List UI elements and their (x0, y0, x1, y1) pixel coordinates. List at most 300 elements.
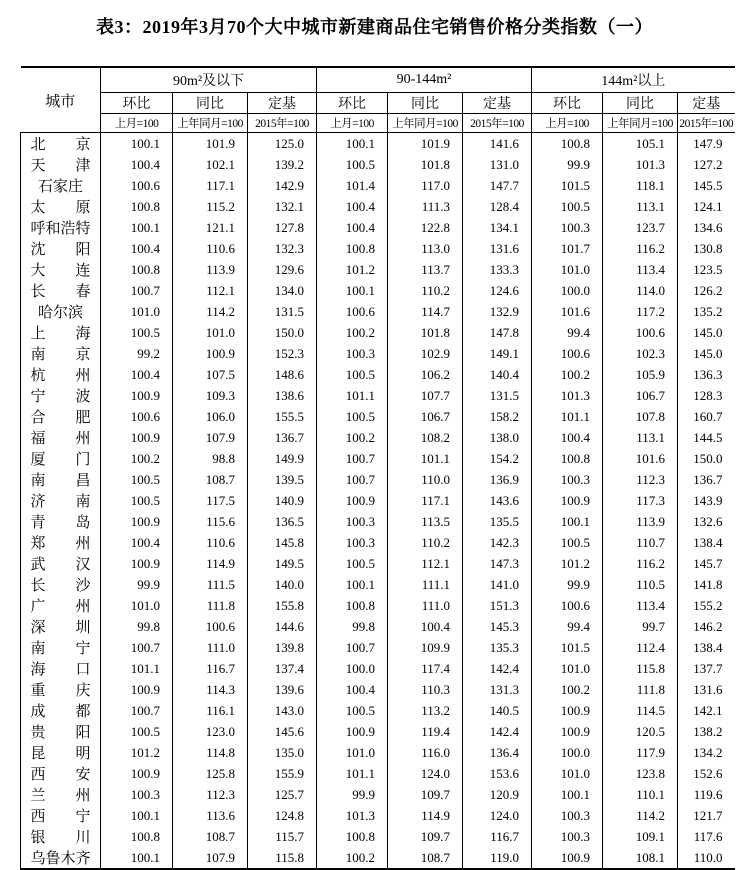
value-cell: 101.3 (603, 154, 678, 175)
city-cell (21, 175, 101, 196)
value-cell: 114.5 (603, 700, 678, 721)
value-cell: 101.0 (317, 742, 388, 763)
value-cell: 101.8 (388, 322, 463, 343)
value-cell: 110.7 (603, 532, 678, 553)
value-cell: 101.0 (532, 763, 603, 784)
value-cell: 100.6 (101, 175, 173, 196)
value-cell: 131.5 (463, 385, 532, 406)
city-name: 大 连 (30, 263, 91, 279)
value-cell: 113.9 (603, 511, 678, 532)
city-cell (21, 385, 101, 406)
table-row (21, 175, 735, 196)
value-cell: 110.6 (173, 532, 248, 553)
value-cell: 121.7 (678, 805, 735, 826)
value-cell: 127.8 (248, 217, 317, 238)
value-cell: 138.6 (248, 385, 317, 406)
table-row (21, 742, 735, 763)
value-cell: 109.7 (388, 784, 463, 805)
column-header-measure: 同比 (173, 93, 248, 114)
value-cell: 143.0 (248, 700, 317, 721)
value-cell: 113.7 (388, 259, 463, 280)
city-cell (21, 784, 101, 805)
value-cell: 115.8 (248, 847, 317, 869)
column-header-base-period: 上年同月=100 (603, 114, 678, 133)
table-row (21, 280, 735, 301)
city-name: 合 肥 (30, 410, 91, 426)
value-cell: 128.3 (678, 385, 735, 406)
city-name: 南 京 (30, 347, 91, 363)
value-cell: 138.0 (463, 427, 532, 448)
value-cell: 145.6 (248, 721, 317, 742)
value-cell: 131.5 (248, 301, 317, 322)
value-cell: 134.0 (248, 280, 317, 301)
value-cell: 144.6 (248, 616, 317, 637)
value-cell: 143.6 (463, 490, 532, 511)
city-name: 杭 州 (30, 368, 91, 384)
value-cell: 116.1 (173, 700, 248, 721)
value-cell: 117.0 (388, 175, 463, 196)
city-cell (21, 826, 101, 847)
value-cell: 117.4 (388, 658, 463, 679)
table-row (21, 427, 735, 448)
value-cell: 124.1 (678, 196, 735, 217)
table-row (21, 784, 735, 805)
value-cell: 105.1 (603, 133, 678, 155)
city-name: 银 川 (30, 830, 91, 846)
table-row (21, 679, 735, 700)
value-cell: 128.4 (463, 196, 532, 217)
value-cell: 100.5 (101, 322, 173, 343)
city-name: 北 京 (30, 137, 91, 153)
value-cell: 139.6 (248, 679, 317, 700)
city-name: 南 昌 (30, 473, 91, 489)
table-row (21, 196, 735, 217)
city-name: 济 南 (30, 494, 91, 510)
column-header-measure: 环比 (101, 93, 173, 114)
value-cell: 120.5 (603, 721, 678, 742)
column-header-base-period: 上年同月=100 (173, 114, 248, 133)
city-cell (21, 322, 101, 343)
column-header-city: 城市 (21, 67, 101, 133)
table-row (21, 322, 735, 343)
value-cell: 117.1 (173, 175, 248, 196)
city-name: 长 春 (30, 284, 91, 300)
value-cell: 134.6 (678, 217, 735, 238)
value-cell: 101.1 (388, 448, 463, 469)
value-cell: 150.0 (248, 322, 317, 343)
value-cell: 112.1 (388, 553, 463, 574)
value-cell: 153.6 (463, 763, 532, 784)
value-cell: 135.3 (463, 637, 532, 658)
value-cell: 100.4 (101, 364, 173, 385)
city-name: 西 安 (30, 767, 91, 783)
value-cell: 100.7 (317, 448, 388, 469)
value-cell: 160.7 (678, 406, 735, 427)
value-cell: 115.7 (248, 826, 317, 847)
value-cell: 115.8 (603, 658, 678, 679)
city-cell (21, 553, 101, 574)
table-row (21, 217, 735, 238)
value-cell: 100.7 (101, 700, 173, 721)
value-cell: 132.3 (248, 238, 317, 259)
table-header (21, 67, 735, 133)
value-cell: 101.1 (532, 406, 603, 427)
value-cell: 100.4 (101, 532, 173, 553)
city-name: 西 宁 (30, 809, 91, 825)
value-cell: 100.7 (101, 280, 173, 301)
city-cell (21, 595, 101, 616)
value-cell: 113.4 (603, 259, 678, 280)
column-header-measure: 定基 (463, 93, 532, 114)
column-header-measure: 环比 (532, 93, 603, 114)
value-cell: 132.9 (463, 301, 532, 322)
value-cell: 131.0 (463, 154, 532, 175)
value-cell: 108.1 (603, 847, 678, 869)
value-cell: 155.5 (248, 406, 317, 427)
value-cell: 100.5 (101, 469, 173, 490)
value-cell: 100.1 (101, 847, 173, 869)
value-cell: 101.0 (101, 301, 173, 322)
value-cell: 111.0 (173, 637, 248, 658)
value-cell: 100.9 (532, 721, 603, 742)
value-cell: 112.1 (173, 280, 248, 301)
value-cell: 114.0 (603, 280, 678, 301)
city-cell (21, 154, 101, 175)
value-cell: 119.4 (388, 721, 463, 742)
value-cell: 135.5 (463, 511, 532, 532)
value-cell: 109.7 (388, 826, 463, 847)
city-cell (21, 700, 101, 721)
value-cell: 144.5 (678, 427, 735, 448)
value-cell: 101.1 (317, 763, 388, 784)
value-cell: 125.0 (248, 133, 317, 155)
value-cell: 100.3 (532, 805, 603, 826)
value-cell: 100.8 (101, 196, 173, 217)
value-cell: 113.1 (603, 196, 678, 217)
value-cell: 100.9 (101, 427, 173, 448)
value-cell: 155.8 (248, 595, 317, 616)
value-cell: 135.2 (678, 301, 735, 322)
value-cell: 140.9 (248, 490, 317, 511)
value-cell: 134.2 (678, 742, 735, 763)
city-name: 青 岛 (30, 515, 91, 531)
value-cell: 145.7 (678, 553, 735, 574)
value-cell: 100.5 (101, 490, 173, 511)
column-header-base-period: 2015年=100 (463, 114, 532, 133)
value-cell: 101.2 (532, 553, 603, 574)
value-cell: 100.2 (317, 427, 388, 448)
table-row (21, 637, 735, 658)
city-name: 厦 门 (30, 452, 91, 468)
value-cell: 100.2 (317, 322, 388, 343)
value-cell: 116.7 (463, 826, 532, 847)
city-cell (21, 301, 101, 322)
value-cell: 126.2 (678, 280, 735, 301)
city-cell (21, 448, 101, 469)
value-cell: 102.3 (603, 343, 678, 364)
column-header-measure: 定基 (678, 93, 735, 114)
value-cell: 137.4 (248, 658, 317, 679)
table-title: 表3：2019年3月70个大中城市新建商品住宅销售价格分类指数（一） (96, 17, 653, 37)
table-row (21, 406, 735, 427)
value-cell: 109.9 (388, 637, 463, 658)
value-cell: 99.2 (101, 343, 173, 364)
value-cell: 119.6 (678, 784, 735, 805)
table-row (21, 343, 735, 364)
value-cell: 100.1 (101, 805, 173, 826)
value-cell: 119.0 (463, 847, 532, 869)
value-cell: 112.3 (173, 784, 248, 805)
table-row (21, 448, 735, 469)
value-cell: 111.8 (603, 679, 678, 700)
value-cell: 111.5 (173, 574, 248, 595)
value-cell: 136.9 (463, 469, 532, 490)
value-cell: 142.4 (463, 721, 532, 742)
column-header-base-period: 上月=100 (101, 114, 173, 133)
value-cell: 100.3 (532, 217, 603, 238)
value-cell: 115.6 (173, 511, 248, 532)
value-cell: 100.1 (532, 511, 603, 532)
city-cell (21, 343, 101, 364)
table-row (21, 616, 735, 637)
value-cell: 107.8 (603, 406, 678, 427)
value-cell: 124.0 (388, 763, 463, 784)
column-header-base-period: 上年同月=100 (388, 114, 463, 133)
value-cell: 101.3 (532, 385, 603, 406)
value-cell: 108.7 (173, 826, 248, 847)
value-cell: 123.5 (678, 259, 735, 280)
value-cell: 145.5 (678, 175, 735, 196)
city-cell (21, 679, 101, 700)
value-cell: 147.8 (463, 322, 532, 343)
table-row (21, 238, 735, 259)
value-cell: 110.3 (388, 679, 463, 700)
table-row (21, 511, 735, 532)
value-cell: 132.6 (678, 511, 735, 532)
value-cell: 139.5 (248, 469, 317, 490)
value-cell: 100.2 (532, 679, 603, 700)
city-name: 贵 阳 (30, 725, 91, 741)
value-cell: 113.4 (603, 595, 678, 616)
value-cell: 155.2 (678, 595, 735, 616)
value-cell: 101.3 (317, 805, 388, 826)
value-cell: 151.3 (463, 595, 532, 616)
value-cell: 140.4 (463, 364, 532, 385)
value-cell: 100.9 (101, 679, 173, 700)
city-name: 郑 州 (30, 536, 91, 552)
city-name: 哈尔滨 (37, 305, 83, 321)
city-name: 天 津 (30, 158, 91, 174)
value-cell: 100.2 (317, 847, 388, 869)
value-cell: 100.8 (317, 238, 388, 259)
column-header-measure: 环比 (317, 93, 388, 114)
city-cell (21, 742, 101, 763)
city-cell (21, 490, 101, 511)
value-cell: 152.3 (248, 343, 317, 364)
value-cell: 100.5 (532, 532, 603, 553)
city-name: 太 原 (30, 200, 91, 216)
value-cell: 99.8 (101, 616, 173, 637)
value-cell: 101.1 (317, 385, 388, 406)
value-cell: 149.1 (463, 343, 532, 364)
table-row (21, 532, 735, 553)
value-cell: 100.6 (101, 406, 173, 427)
value-cell: 100.9 (173, 343, 248, 364)
table-row (21, 154, 735, 175)
table-row (21, 385, 735, 406)
value-cell: 100.2 (101, 448, 173, 469)
table-row (21, 364, 735, 385)
city-name: 上 海 (30, 326, 91, 342)
value-cell: 100.7 (101, 637, 173, 658)
value-cell: 123.0 (173, 721, 248, 742)
value-cell: 140.0 (248, 574, 317, 595)
value-cell: 100.8 (532, 448, 603, 469)
value-cell: 99.4 (532, 322, 603, 343)
value-cell: 100.3 (101, 784, 173, 805)
value-cell: 150.0 (678, 448, 735, 469)
value-cell: 155.9 (248, 763, 317, 784)
value-cell: 125.7 (248, 784, 317, 805)
table-row (21, 574, 735, 595)
value-cell: 131.6 (463, 238, 532, 259)
value-cell: 107.9 (173, 427, 248, 448)
table-row (21, 469, 735, 490)
value-cell: 100.0 (532, 742, 603, 763)
value-cell: 98.8 (173, 448, 248, 469)
city-cell (21, 238, 101, 259)
value-cell: 124.0 (463, 805, 532, 826)
value-cell: 141.0 (463, 574, 532, 595)
city-name: 深 圳 (30, 620, 91, 636)
value-cell: 127.2 (678, 154, 735, 175)
value-cell: 100.4 (388, 616, 463, 637)
value-cell: 101.7 (532, 238, 603, 259)
value-cell: 136.4 (463, 742, 532, 763)
value-cell: 143.9 (678, 490, 735, 511)
value-cell: 112.4 (603, 637, 678, 658)
value-cell: 101.1 (101, 658, 173, 679)
value-cell: 109.1 (603, 826, 678, 847)
value-cell: 113.5 (388, 511, 463, 532)
city-name: 广 州 (30, 599, 91, 615)
city-cell (21, 721, 101, 742)
value-cell: 114.2 (173, 301, 248, 322)
value-cell: 100.5 (317, 406, 388, 427)
value-cell: 108.7 (173, 469, 248, 490)
value-cell: 149.9 (248, 448, 317, 469)
value-cell: 100.5 (317, 154, 388, 175)
table-row (21, 595, 735, 616)
value-cell: 100.7 (317, 637, 388, 658)
value-cell: 113.1 (603, 427, 678, 448)
column-header-measure: 同比 (603, 93, 678, 114)
city-cell (21, 658, 101, 679)
value-cell: 139.2 (248, 154, 317, 175)
value-cell: 100.5 (532, 196, 603, 217)
value-cell: 100.1 (101, 133, 173, 155)
city-cell (21, 217, 101, 238)
value-cell: 129.6 (248, 259, 317, 280)
value-cell: 101.9 (173, 133, 248, 155)
city-name: 重 庆 (30, 683, 91, 699)
value-cell: 114.3 (173, 679, 248, 700)
city-name: 兰 州 (30, 788, 91, 804)
city-name: 宁 波 (30, 389, 91, 405)
value-cell: 140.5 (463, 700, 532, 721)
value-cell: 111.8 (173, 595, 248, 616)
value-cell: 100.9 (532, 847, 603, 869)
value-cell: 108.7 (388, 847, 463, 869)
city-cell (21, 469, 101, 490)
value-cell: 138.4 (678, 532, 735, 553)
value-cell: 110.5 (603, 574, 678, 595)
value-cell: 99.8 (317, 616, 388, 637)
city-cell (21, 532, 101, 553)
table-body (21, 133, 735, 870)
header-row-base-periods (21, 114, 735, 133)
value-cell: 100.4 (532, 427, 603, 448)
column-header-measure: 同比 (388, 93, 463, 114)
value-cell: 142.1 (678, 700, 735, 721)
table-row (21, 301, 735, 322)
value-cell: 142.9 (248, 175, 317, 196)
value-cell: 100.9 (532, 490, 603, 511)
value-cell: 100.1 (532, 784, 603, 805)
value-cell: 142.3 (463, 532, 532, 553)
value-cell: 100.8 (317, 826, 388, 847)
value-cell: 116.2 (603, 238, 678, 259)
value-cell: 124.8 (248, 805, 317, 826)
value-cell: 117.9 (603, 742, 678, 763)
value-cell: 120.9 (463, 784, 532, 805)
value-cell: 147.9 (678, 133, 735, 155)
value-cell: 110.2 (388, 532, 463, 553)
value-cell: 123.8 (603, 763, 678, 784)
value-cell: 100.7 (317, 469, 388, 490)
city-cell (21, 616, 101, 637)
table-row (21, 259, 735, 280)
value-cell: 100.4 (317, 679, 388, 700)
value-cell: 100.8 (532, 133, 603, 155)
value-cell: 101.2 (317, 259, 388, 280)
value-cell: 145.8 (248, 532, 317, 553)
value-cell: 100.8 (317, 595, 388, 616)
value-cell: 134.1 (463, 217, 532, 238)
value-cell: 108.2 (388, 427, 463, 448)
column-header-base-period: 2015年=100 (678, 114, 735, 133)
value-cell: 102.9 (388, 343, 463, 364)
value-cell: 100.1 (317, 574, 388, 595)
city-name: 昆 明 (30, 746, 91, 762)
column-header-measure: 定基 (248, 93, 317, 114)
value-cell: 100.6 (317, 301, 388, 322)
value-cell: 100.8 (101, 259, 173, 280)
city-name: 武 汉 (30, 557, 91, 573)
value-cell: 101.9 (388, 133, 463, 155)
value-cell: 145.0 (678, 322, 735, 343)
value-cell: 114.9 (173, 553, 248, 574)
value-cell: 113.0 (388, 238, 463, 259)
value-cell: 107.5 (173, 364, 248, 385)
value-cell: 110.0 (678, 847, 735, 869)
value-cell: 99.9 (532, 574, 603, 595)
value-cell: 100.1 (317, 133, 388, 155)
city-name: 乌鲁木齐 (30, 851, 91, 867)
value-cell: 100.1 (317, 280, 388, 301)
header-row-groups (21, 67, 735, 93)
value-cell: 100.9 (317, 721, 388, 742)
